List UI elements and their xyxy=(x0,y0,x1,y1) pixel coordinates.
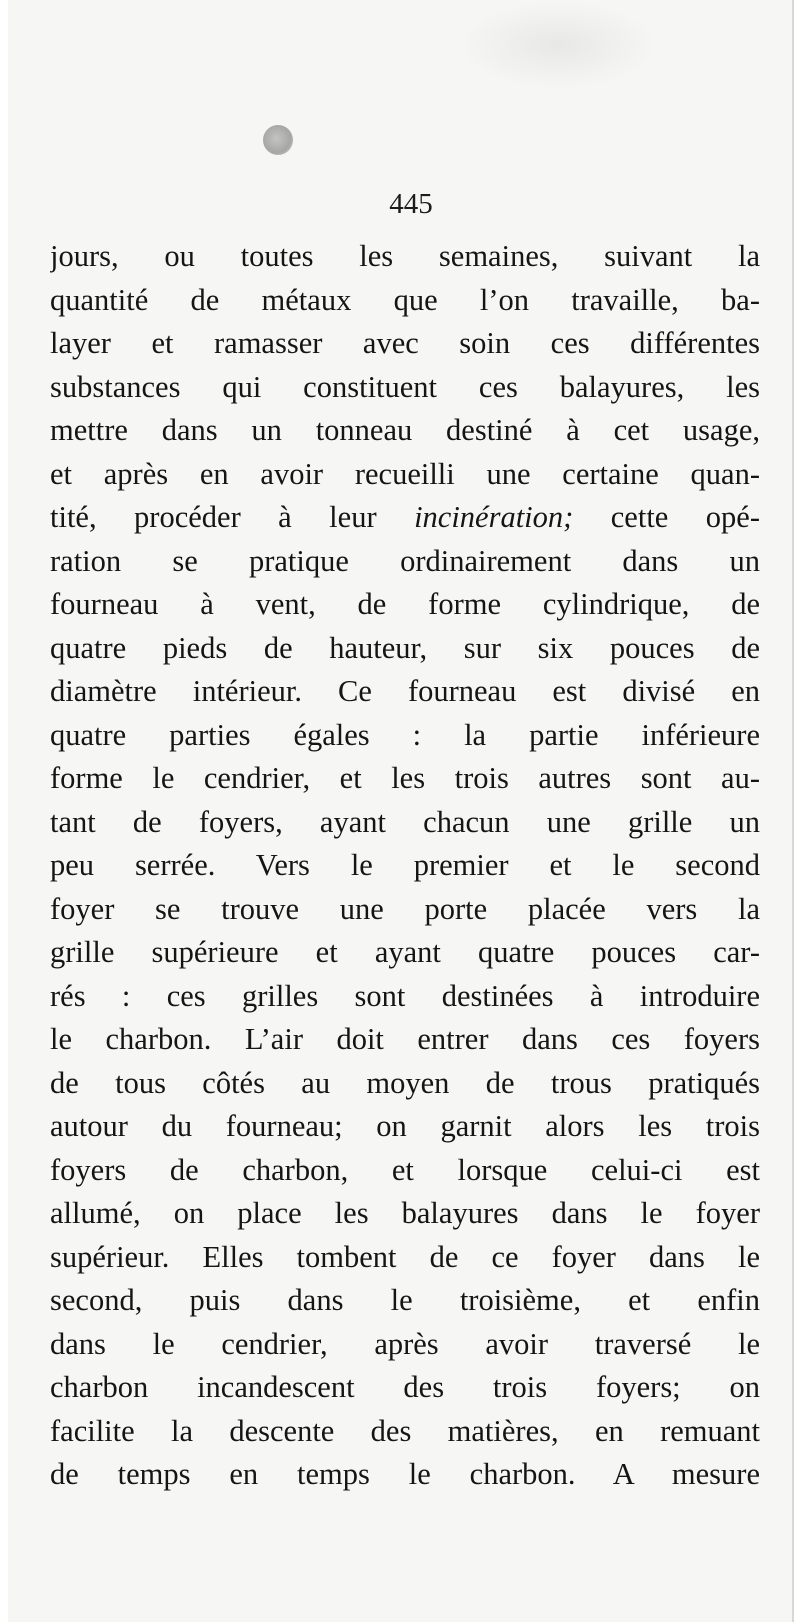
text-line: le charbon. L’air doit entrer dans ces foyers xyxy=(50,1022,760,1056)
text-segment: cette opé- xyxy=(573,500,760,534)
text-line xyxy=(50,496,760,540)
text-line: dans le cendrier, après avoir traversé le xyxy=(50,1326,760,1361)
text-line: de temps en temps le charbon. A mesure xyxy=(50,1457,760,1491)
text-line: diamètre intérieur. Ce fourneau est divisé en xyxy=(50,674,760,708)
ink-blot xyxy=(263,125,293,155)
text-line: tant de foyers, ayant chacun une grille un xyxy=(50,804,760,839)
text-line: autour du fourneau; on garnit alors les trois xyxy=(50,1109,760,1143)
italic-term: incinération; xyxy=(414,500,574,534)
text-line: jours, ou toutes les semaines, suivant la xyxy=(50,239,760,273)
text-segment: tité, procéder à leur xyxy=(50,500,415,534)
text-line: foyers de charbon, et lorsque celui-ci est xyxy=(50,1152,760,1187)
text-line: peu serrée. Vers le premier et le second xyxy=(50,848,760,882)
text-line: ration se pratique ordinairement dans un xyxy=(50,543,760,578)
book-page xyxy=(8,0,794,1622)
text-line: grille supérieure et ayant quatre pouces car- xyxy=(50,935,760,969)
text-line: forme le cendrier, et les trois autres sont au- xyxy=(50,761,760,795)
text-line: foyer se trouve une porte placée vers la xyxy=(50,891,760,926)
text-line: facilite la descente des matières, en remuant xyxy=(50,1413,760,1448)
text-line: allumé, on place les balayures dans le foyer xyxy=(50,1196,760,1230)
page-smudge xyxy=(458,0,658,90)
text-line: layer et ramasser avec soin ces différentes xyxy=(50,326,760,360)
text-line: fourneau à vent, de forme cylindrique, de xyxy=(50,587,760,621)
text-line: quantité de métaux que l’on travaille, ba- xyxy=(50,282,760,317)
body-text xyxy=(50,235,760,1497)
text-line: rés : ces grilles sont destinées à introduire xyxy=(50,978,760,1013)
text-line: charbon incandescent des trois foyers; on xyxy=(50,1370,760,1404)
text-line: substances qui constituent ces balayures, les xyxy=(50,369,760,404)
page-number: 445 xyxy=(389,188,433,220)
text-line: de tous côtés au moyen de trous pratiqués xyxy=(50,1065,760,1100)
text-line: mettre dans un tonneau destiné à cet usage, xyxy=(50,413,760,447)
text-line: supérieur. Elles tombent de ce foyer dans le xyxy=(50,1239,760,1274)
text-line: et après en avoir recueilli une certaine quan- xyxy=(50,456,760,491)
text-line: quatre pieds de hauteur, sur six pouces de xyxy=(50,630,760,665)
text-line: second, puis dans le troisième, et enfin xyxy=(50,1283,760,1317)
text-line: quatre parties égales : la partie inférieure xyxy=(50,717,760,752)
